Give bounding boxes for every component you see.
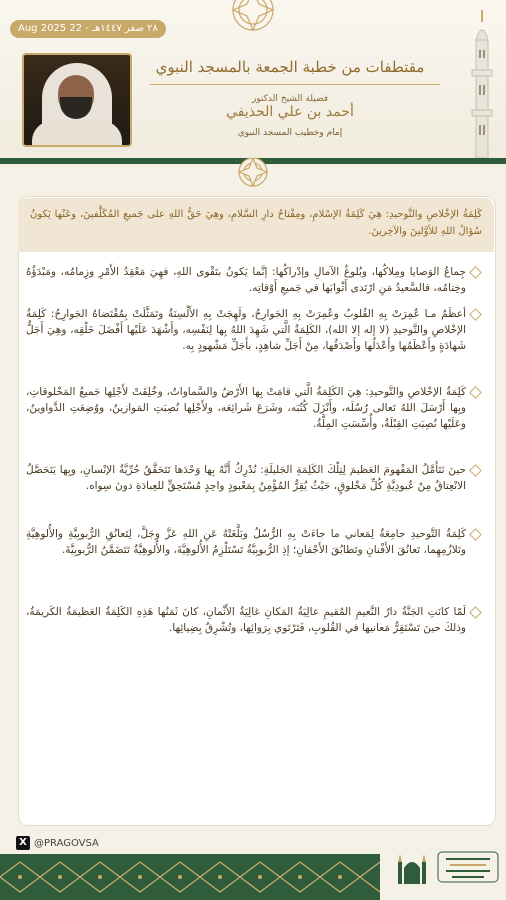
bullet-diamond-icon (469, 386, 482, 399)
bullet-diamond-icon (469, 528, 482, 541)
footer-pattern (0, 854, 380, 900)
sheikh-prefix: فضيلة الشيخ الدكتور (251, 94, 329, 104)
paragraph-text: لَمّا كانَتِ الجَنَّةُ دارُ النَّعيمِ المُقيمِ عالِيَةُ المَكانِ غالِيَةُ الأَثْمانِ، كانَ ثَمَنُها هَذِهِ الكَلِمَةُ العَظيمَةُ الكَريمَةُ، وذلكَ حينَ تَسْتَقِرُّ مَعانيها في القُلوبِ، فَتَرْتَوي بِرَوائِها، وتُشْرِقُ بِضِيائِها. (26, 606, 466, 634)
paragraph-text: حينَ نَتَأَمَّلُ المَفْهومَ العَظيمَ لِتِلْكَ الكَلِمَةِ الجَليلَةِ: نُدْرِكُ أَنَّهُ بِها وَحْدَها تَتَحَقَّقُ حُرِّيَّةُ الإنْسانِ، وبِها يَتَحَصَّلُ الانْعِتاقُ مِنْ عُبودِيَّةِ كُلِّ مَخْلوقٍ، حَيْثُ يُقِرُّ المُؤْمِنُ بِمَعْبودٍ واحِدٍ مُسْتَحِقٍّ للعِبادَةِ دونَ سِواه. (26, 464, 466, 492)
paragraph-text: جِماعُ الوَصايا ومِلاكُها، وبُلوغُ الآمالِ وإدْراكُها: إنَّما يَكونُ بتَقْوى اللهِ، فهِيَ مَعْقِدُ الأَمْرِ وزِمامُه، ومَبْدَؤُهُ وخِتامُه، فالسَّعيدُ مَنِ ارْتَدى أَثْوابَها في جَميعِ أَوْقاتِه. (26, 266, 466, 294)
header (0, 0, 506, 165)
page-title: مقتطفات من خطبة الجمعة بالمسجد النبوي (155, 58, 425, 76)
sheikh-name: أحمد بن علي الحذيفي (226, 104, 354, 120)
paragraph-text: أعظَمُ مـا عُمِرَتْ بِهِ القُلوبُ وعُمِرَتْ بِهِ الجَوارِحُ، ولَهِجَتْ بِهِ الأَلْسِنَةُ وتَمَثَّلَتْ بِمُقْتَضاهُ الجَوارِحُ: كَلِمَةُ الإخْلاصِ والتَّوحيدِ (لا إله إلا الله)، الكَلِمَةُ الَّتي شَهِدَ اللهُ بِها لِنَفْسِه، وأَشْهَدَ عَلَيْها أَفْضَلَ خَلْقِه، وهِيَ أَجَلُّ شَهادَةٍ وأَعْظَمُها وأَعْدَلُها وأَصْدَقُها، مِنْ أَجَلِّ شاهِدٍ، بأَجَلِّ مَشْهودٍ بِه. (26, 308, 466, 352)
paragraph-text: كَلِمَةُ التَّوحيدِ جامِعَةٌ لِمَعاني ما جاءَتْ بِهِ الرُّسُلُ وبَلَّغَتْهُ عَنِ اللهِ عَزَّ وجَلَّ، لِتَعانُقِ الرُّبوبِيَّةِ والأُلوهِيَّةِ وتَلازُمِهِما، تَعانُقَ الأَفْنانِ وتَطابُقَ الأَجْفانِ؛ إذِ الرُّبوبِيَّةُ تَسْتَلْزِمُ الأُلوهِيَّةَ، والأُلوهِيَّةُ تَتَضَمَّنُ الرُّبوبِيَّةَ. (26, 528, 466, 556)
paragraph-1 (20, 264, 484, 296)
paragraph-text: كَلِمَةُ الإخْلاصِ والتَّوحيدِ: هِيَ الكَلِمَةُ الَّتي قامَتْ بِها الأَرْضُ والسَّماواتُ، وخُلِقَتْ لأَجْلِها جَميعُ المَخْلوقاتِ، وبِها أَرْسَلَ اللهُ تَعالى رُسُلَه، وأَنْزَلَ كُتُبَه، وشَرَعَ شَرائِعَه، ولأَجْلِها نُصِبَتِ المَوازينُ، ووُضِعَتِ الدَّواوينُ، وعَلَيْها نُصِبَتِ القِبْلَةُ، وأُسِّسَتِ المِلَّةُ. (26, 386, 466, 430)
ornament-divider-icon (228, 158, 278, 192)
sheikh-role: إمام وخطيب المسجد النبوي (237, 128, 343, 138)
bullet-diamond-icon (469, 606, 482, 619)
x-logo-icon: X (16, 836, 30, 850)
logo-emblem-icon (436, 848, 500, 888)
handle-text: @PRAGOVSA (34, 837, 99, 849)
paragraph-3 (20, 384, 484, 432)
bullet-diamond-icon (469, 266, 482, 279)
paragraph-6 (20, 604, 484, 636)
social-handle[interactable] (16, 834, 99, 852)
paragraph-5 (20, 526, 484, 558)
minaret-icon (462, 10, 502, 160)
bullet-diamond-icon (469, 464, 482, 477)
authority-logo (380, 838, 506, 900)
paragraph-2 (20, 306, 484, 354)
intro-box: كَلِمَةُ الإخْلاصِ والتَّوحيدِ: هِيَ كَلِمَةُ الإسْلامِ، ومِفْتاحُ دارِ السَّلامِ، وهِيَ حَقُّ اللهِ على جَميعِ المُكَلَّفينَ، وعَنْها يَكونُ سُؤالُ اللهِ للأوَّلينَ والآخِرينَ. (18, 198, 494, 252)
date-badge: ٢٨ صفر ١٤٤٧هـ - 22 Aug 2025 (10, 20, 166, 38)
sheikh-photo (22, 53, 132, 147)
title-divider (150, 84, 440, 85)
ornament-icon (218, 0, 288, 38)
paragraph-4 (20, 462, 484, 494)
bullet-diamond-icon (469, 308, 482, 321)
haramain-logo-icon (392, 842, 432, 886)
